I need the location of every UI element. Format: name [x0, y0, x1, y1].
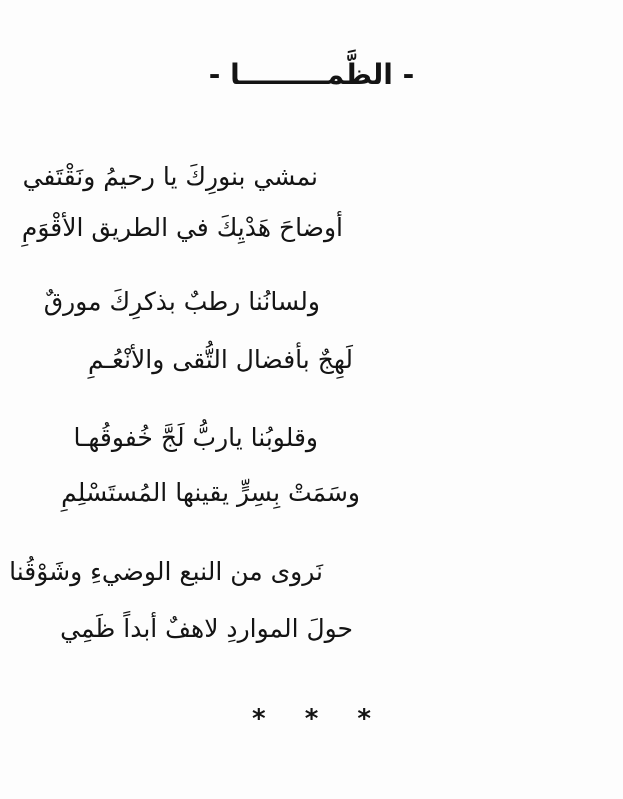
poem-title: - الظَّمـــــــــا -	[208, 58, 415, 91]
verse-line-2: أوضاحَ هَدْيِكَ في الطريق الأقْوَمِ	[21, 213, 343, 242]
verse-line-1: نمشي بنورِكَ يا رحيمُ ونَقْتَفي	[22, 162, 318, 191]
verse-line-6: وسَمَتْ بِسِرٍّ يقينها المُستَسْلِمِ	[61, 478, 360, 507]
verse-line-8: حولَ المواردِ لاهفٌ أبداً ظَمِي	[60, 614, 353, 643]
verse-line-7: نَروى من النبع الوضيءِ وشَوْقُنا	[9, 557, 323, 586]
verse-line-3: ولسانُنا رطبٌ بذكرِكَ مورقٌ	[43, 287, 320, 316]
end-ornament: * * *	[252, 704, 371, 734]
verse-line-4: لَهِجٌ بأفضال التُّقى والأنْعُـمِ	[88, 345, 353, 374]
verse-line-5: وقلوبُنا ياربُّ لَجَّ خُفوقُهـا	[73, 423, 318, 452]
